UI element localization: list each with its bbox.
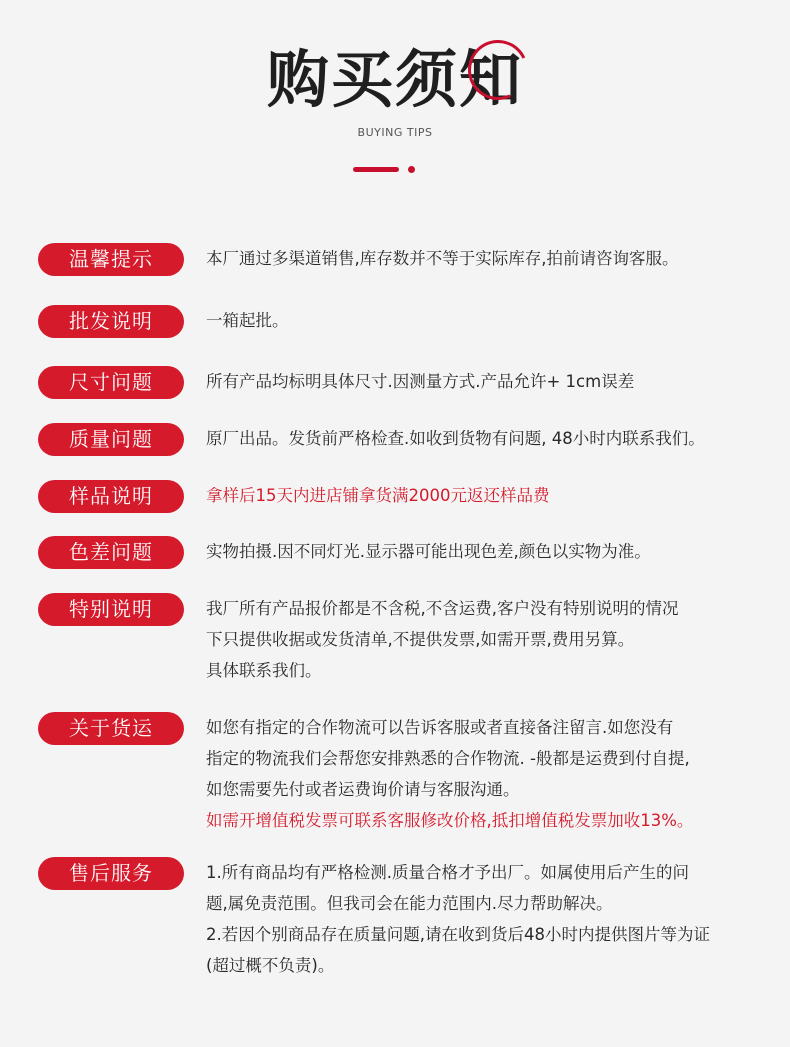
section-text [206,712,790,836]
page-title: 购买须知 [266,43,523,116]
header [0,0,790,200]
section-text [206,857,790,981]
section-label: 批发说明 [38,305,184,338]
text-line: 本厂通过多渠道销售,库存数并不等于实际库存,拍前请咨询客服。 [206,249,679,268]
text-line: 具体联系我们。 [206,661,322,680]
text-line: 如您需要先付或者运费询价请与客服沟通。 [206,780,520,799]
section-label: 温馨提示 [38,243,184,276]
section-label: 质量问题 [38,423,184,456]
text-line: 如您有指定的合作物流可以告诉客服或者直接备注留言.如您没有 [206,718,674,737]
text-line: 1.所有商品均有严格检测.质量合格才予出厂。如属使用后产生的问 [206,863,689,882]
page-subtitle: BUYING TIPS [357,126,433,139]
text-line: 一箱起批。 [206,311,289,330]
section-label: 售后服务 [38,857,184,890]
text-line: 原厂出品。发货前严格检查.如收到货物有问题, 48小时内联系我们。 [206,429,705,448]
text-line-highlight: 如需开增值税发票可联系客服修改价格,抵扣增值税发票加收13%。 [206,811,694,830]
section-text [206,593,790,686]
text-line: (超过概不负责)。 [206,956,335,975]
section-text [206,480,790,511]
section-label: 样品说明 [38,480,184,513]
text-line: 所有产品均标明具体尺寸.因测量方式.产品允许+ 1cm误差 [206,372,635,391]
section-label: 尺寸问题 [38,366,184,399]
text-line: 2.若因个别商品存在质量问题,请在收到货后48小时内提供图片等为证 [206,925,710,944]
section-text [206,243,790,274]
section-text [206,305,790,336]
section-label: 特别说明 [38,593,184,626]
text-line: 题,属免责范围。但我司会在能力范围内.尽力帮助解决。 [206,894,613,913]
section-text [206,423,790,454]
text-line-highlight: 拿样后15天内进店铺拿货满2000元返还样品费 [206,486,550,505]
text-line: 指定的物流我们会帮您安排熟悉的合作物流. -般都是运费到付自提, [206,749,690,768]
section-text [206,366,790,397]
section-text [206,536,790,567]
section-label: 色差问题 [38,536,184,569]
title-underline-dash [353,167,399,172]
text-line: 实物拍摄.因不同灯光.显示器可能出现色差,颜色以实物为准。 [206,542,651,561]
text-line: 下只提供收据或发货清单,不提供发票,如需开票,费用另算。 [206,630,635,649]
title-underline-dot [408,166,415,173]
section-label: 关于货运 [38,712,184,745]
text-line: 我厂所有产品报价都是不含税,不含运费,客户没有特别说明的情况 [206,599,679,618]
